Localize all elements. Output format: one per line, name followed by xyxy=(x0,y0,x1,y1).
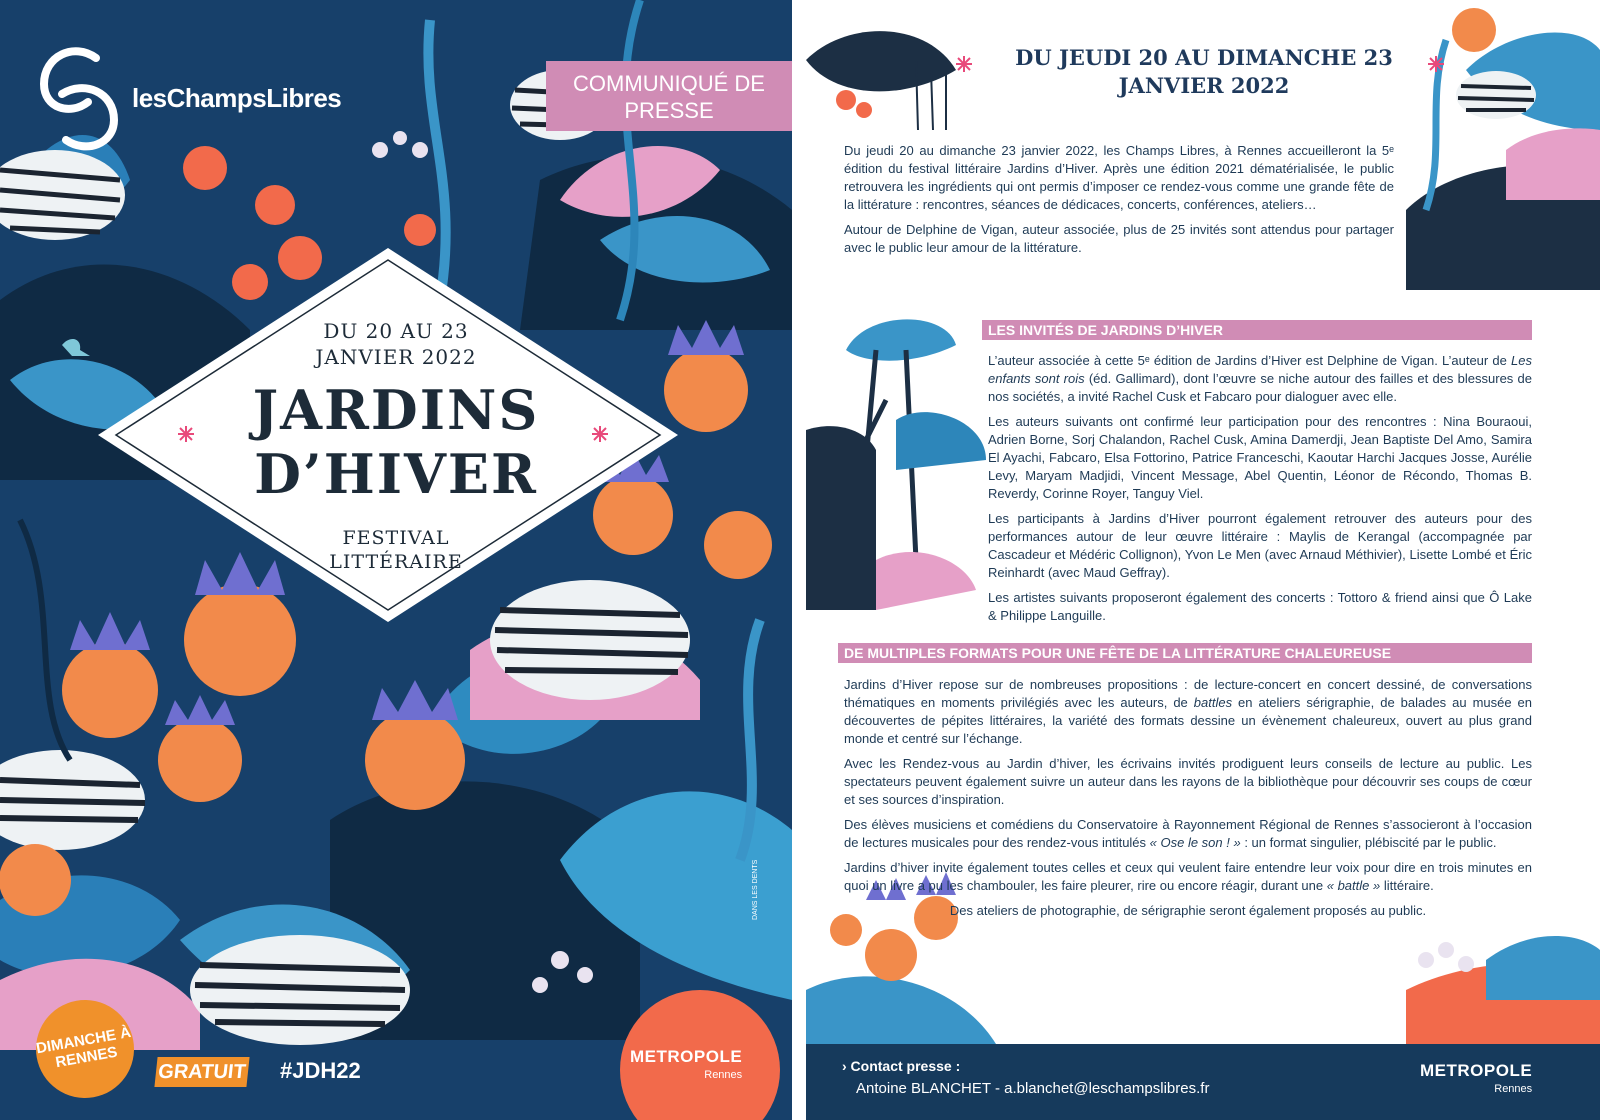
formats-p1-end: en ateliers sérigraphie, de balades au musée en découvertes de pépites littéraires, la variété des formats dessine un évènement chaleureux, ouvert au plus grand monde et centré sur l’échange. xyxy=(844,695,1533,746)
festival-poster xyxy=(0,0,792,1120)
poster-date-line2: JANVIER 2022 xyxy=(315,345,477,369)
free-badge xyxy=(154,1057,249,1087)
free-badge-text: GRATUIT xyxy=(157,1061,247,1083)
dimanche-badge-text: DIMANCHE À RENNES xyxy=(34,1023,133,1072)
formats-p3-end: : un format singulier, plébiscité par le public. xyxy=(1240,835,1497,850)
intro-paragraph-1: Du jeudi 20 au dimanche 23 janvier 2022, les Champs Libres, à Rennes accueilleront la 5ᵉ édition du festival littéraire Jardins d’Hiver. Après une édition 2021 dématérialisée, le public retrouvera les ingrédients qui ont permis d’imposer ce rendez-vous comme une grande fête de la littérature : rencontres, séances de dédicaces, concerts, conférences, ateliers… xyxy=(844,143,1394,212)
guests-paragraph-1 xyxy=(988,352,1532,406)
press-release-page xyxy=(806,0,1600,1120)
guests-paragraph-3: Les participants à Jardins d’Hiver pourront également retrouver des auteurs pour des performances autour de leur œuvre littéraire : Maylis de Kerangal (accompagnée par Cascadeur et Médéric Collignon), Yvon Le Men (avec Arnaud Méthivier), Lisette Lombé et Éric Reinhardt (avec Maud Geffray). xyxy=(988,511,1532,580)
poster-subtitle-line1: FESTIVAL xyxy=(342,527,450,549)
intro-paragraph-2: Autour de Delphine de Vigan, auteur associée, plus de 25 invités sont attendus pour partager avec le public leur amour de la littérature. xyxy=(844,222,1394,255)
formats-paragraph-4 xyxy=(844,859,1532,895)
contact-details[interactable]: Antoine BLANCHET - a.blanchet@leschampslibres.fr xyxy=(856,1080,1210,1097)
guests-paragraph-2: Les auteurs suivants ont confirmé leur participation pour des rencontres : Nina Bouraoui, Adrien Borne, Sorj Chalandon, Rachel Cusk, Amina Damerdji, Jean Baptiste Del Amo, Samira El Ayachi, Fabcaro, Elsa Fottorino, Patrice Franceschi, Kaoutar Harchi Jacques Josse, Aurélie Levy, Maryam Madjidi, Vincent Message, Abel Quentin, Léonor de Récondo, Thomas B. Reverdy, Corinne Royer, Tanguy Viel. xyxy=(988,414,1532,501)
formats-p4-start: Jardins d’hiver invite également toutes celles et ceux qui veulent faire entendre leur voix pour dire en trois minutes en quoi un livre a pu les chambouler, les faire pleurer, rire ou encore réagir, durant une xyxy=(844,860,1532,893)
logo-text: lesChampsLibres xyxy=(132,82,342,113)
poster-title-line1: JARDINS xyxy=(252,378,540,442)
formats-paragraph-5: Des ateliers de photographie, de sérigraphie seront également proposés au public. xyxy=(949,903,1427,918)
metropole-logo-footer xyxy=(1420,1062,1532,1098)
poster-title xyxy=(0,378,792,506)
battles-word: battles xyxy=(1193,695,1233,710)
poster-date-line1: DU 20 AU 23 xyxy=(323,319,469,343)
hashtag: #JDH22 xyxy=(280,1058,361,1083)
formats-p3-start: Des élèves musiciens et comédiens du Conservatoire à Rayonnement Régional de Rennes s’associeront à l’occasion de lectures musicales pour des rendez-vous intitulés xyxy=(844,817,1532,850)
section-formats-heading: DE MULTIPLES FORMATS POUR UNE FÊTE DE LA LITTÉRATURE CHALEUREUSE xyxy=(838,643,1532,663)
formats-p1-start: Jardins d’Hiver repose sur de nombreuses propositions : de lecture-concert en concert dessiné, de conversations thématiques en moments privilégiés avec les auteurs, de xyxy=(844,677,1532,710)
champs-libres-logo-icon xyxy=(36,36,122,160)
poster-dates xyxy=(0,318,792,370)
formats-p4-end: littéraire. xyxy=(1380,878,1434,893)
press-contact-bar xyxy=(806,1044,1600,1120)
guests-paragraph-4: Les artistes suivants proposeront également des concerts : Tottoro & friend ainsi que Ô Lake & Philippe Languille. xyxy=(988,590,1532,623)
battle-word: « battle » xyxy=(1326,878,1381,893)
metropole-sub: Rennes xyxy=(704,1069,743,1081)
poster-title-line2: D’HIVER xyxy=(254,442,538,506)
formats-paragraph-3 xyxy=(844,816,1532,852)
section-guests-heading: LES INVITÉS DE JARDINS D’HIVER xyxy=(982,320,1532,340)
contact-label: › Contact presse : xyxy=(842,1058,961,1074)
formats-paragraph-2: Avec les Rendez-vous au Jardin d’hiver, les écrivains invités prodiguent leurs conseils de lecture au public. Les spectateurs peuvent également suivre un auteur dans les rayons de la bibliothèque pour découvrir ses coups de cœur et ses sources d’inspiration. xyxy=(844,756,1532,807)
champs-libres-logo xyxy=(36,36,341,160)
metropole-footer-text: METROPOLE xyxy=(1420,1061,1533,1080)
ose-le-son: « Ose le son ! » xyxy=(1149,835,1241,850)
illustration-credit: DANS LES DENTS xyxy=(752,859,759,920)
section-formats-body xyxy=(844,676,1532,927)
guests-p1-end: (éd. Gallimard), dont l’œuvre se niche autour des failles et des blessures de nos sociétés, a invité Rachel Cusk et Fabcaro pour dialoguer avec elle. xyxy=(988,371,1532,404)
intro-section xyxy=(844,142,1394,264)
press-title: DU JEUDI 20 AU DIMANCHE 23 JANVIER 2022 xyxy=(1015,45,1393,98)
press-release-label xyxy=(546,61,792,131)
press-release-text: COMMUNIQUÉ DE PRESSE xyxy=(573,71,765,123)
poster-subtitle-line2: LITTÉRAIRE xyxy=(329,551,463,573)
guests-p1-start: L’auteur associée à cette 5ᵉ édition de Jardins d’Hiver est Delphine de Vigan. L’auteur de xyxy=(988,353,1512,368)
poster-subtitle xyxy=(0,526,792,574)
metropole-footer-sub: Rennes xyxy=(1494,1083,1533,1095)
metropole-text: METROPOLE xyxy=(630,1047,743,1066)
metropole-logo xyxy=(630,1048,742,1084)
section-guests-body xyxy=(988,352,1532,632)
formats-paragraph-1 xyxy=(844,676,1532,748)
book-title: Les enfants sont rois xyxy=(988,353,1532,386)
